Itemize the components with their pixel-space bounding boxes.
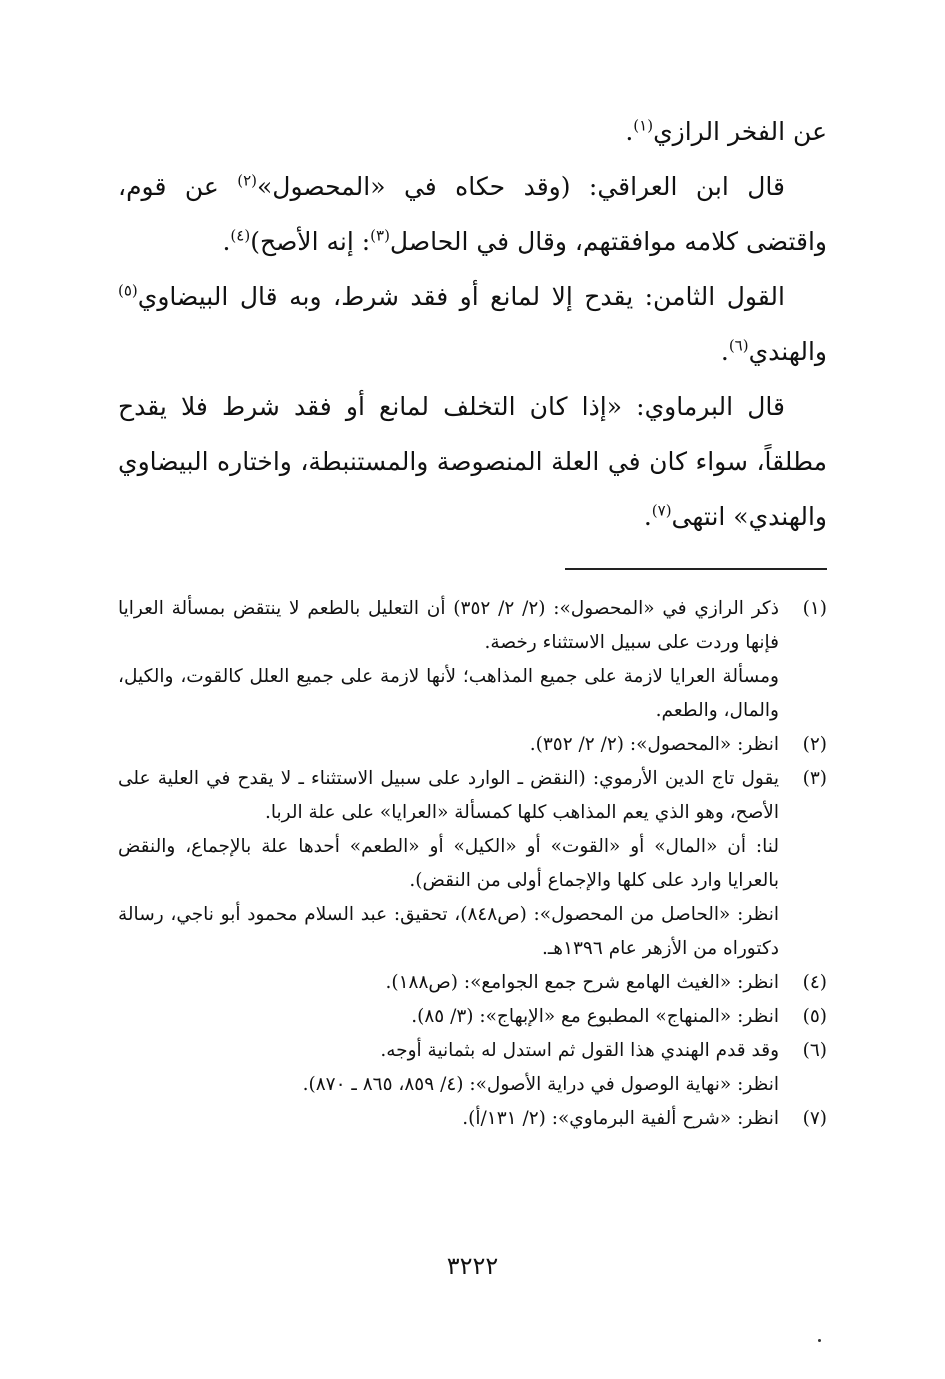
- footnote-text: انظر: «نهاية الوصول في دراية الأصول»: (٤/ ٨٥٩، ٨٦٥ ـ ٨٧٠).: [302, 1074, 779, 1095]
- page-number: ٣٢٢٢: [446, 1252, 499, 1280]
- text-run: .: [720, 337, 729, 366]
- footnote-number: (٣): [802, 768, 827, 789]
- text-run: .: [222, 227, 231, 256]
- footnote-6-reference: [118, 1068, 827, 1102]
- paragraph-1: [118, 104, 827, 159]
- footnote-1: [118, 592, 827, 660]
- footnote-text: انظر: «المحصول»: (٢/ ٢/ ٣٥٢).: [529, 734, 779, 755]
- footnote-text: انظر: «المنهاج» المطبوع مع «الإبهاج»: (٣/ ٨٥).: [411, 1006, 779, 1027]
- footnote-ref-5[interactable]: (٥): [118, 281, 138, 300]
- text-run: : إنه الأصح): [250, 227, 371, 256]
- footnote-ref-7[interactable]: (٧): [651, 501, 672, 520]
- footnote-ref-6[interactable]: (٦): [728, 336, 749, 355]
- footnote-number: (٥): [802, 1006, 827, 1027]
- footnote-number: (١): [802, 598, 827, 619]
- footnote-text: ذكر الرازي في «المحصول»: (٢/ ٢/ ٣٥٢) أن التعليل بالطعم لا ينتقض بمسألة العرايا فإنها وردت على سبيل الاستثناء رخصة.: [118, 598, 779, 653]
- text-run: والهندي: [748, 337, 827, 366]
- footnote-number: (٧): [802, 1108, 827, 1129]
- print-speck: [818, 1339, 821, 1342]
- footnote-number: (٤): [802, 972, 827, 993]
- footnotes: [118, 592, 827, 1136]
- main-text: [118, 104, 827, 544]
- footnote-ref-4[interactable]: (٤): [230, 226, 251, 245]
- footnote-7: [118, 1102, 827, 1136]
- footnote-1-continuation: [118, 660, 827, 728]
- footnote-6: [118, 1034, 827, 1068]
- text-run: قال ابن العراقي: (وقد حكاه في «المحصول»: [257, 172, 785, 201]
- paragraph-3: [118, 269, 827, 379]
- text-run: عن الفخر الرازي: [653, 117, 827, 146]
- footnote-ref-1[interactable]: (١): [633, 116, 654, 135]
- footnote-text: يقول تاج الدين الأرموي: (النقض ـ الوارد على سبيل الاستثناء ـ لا يقدح في العلية على الأصح، وهو الذي يعم المذاهب كلها كمسألة «العرايا» على علة الربا.: [118, 768, 779, 823]
- paragraph-2: [118, 159, 827, 269]
- footnote-ref-2[interactable]: (٢): [237, 171, 258, 190]
- footnote-2: [118, 728, 827, 762]
- footnote-text: وقد قدم الهندي هذا القول ثم استدل له بثمانية أوجه.: [380, 1040, 779, 1061]
- text-run: قال البرماوي: «إذا كان التخلف لمانع أو فقد شرط فلا يقدح مطلقاً، سواء كان في العلة المنصوصة والمستنبطة، واختاره البيضاوي والهندي» انتهى: [118, 392, 827, 531]
- footnote-text: لنا: أن «المال» أو «القوت» أو «الكيل» أو «الطعم» أحدها علة بالإجماع، والنقض بالعرايا وارد على كلها والإجماع أولى من النقض).: [118, 836, 779, 891]
- paragraph-4: [118, 379, 827, 544]
- footnote-3-continuation: [118, 830, 827, 898]
- footnote-number: (٢): [802, 734, 827, 755]
- footnote-separator: [565, 568, 827, 570]
- footnote-text: انظر: «شرح ألفية البرماوي»: (٢/ ١٣١/أ).: [462, 1108, 779, 1129]
- footnote-number: (٦): [802, 1040, 827, 1061]
- text-run: عن قوم، واقتضى كلامه موافقتهم، وقال في الحاصل: [118, 172, 827, 256]
- text-run: .: [625, 117, 634, 146]
- footnote-ref-3[interactable]: (٣): [370, 226, 390, 245]
- footnote-text: انظر: «الغيث الهامع شرح جمع الجوامع»: (ص١٨٨).: [385, 972, 779, 993]
- footnote-5: [118, 1000, 827, 1034]
- text-run: القول الثامن: يقدح إلا لمانع أو فقد شرط، وبه قال البيضاوي: [137, 282, 785, 311]
- footnote-text: ومسألة العرايا لازمة على جميع المذاهب؛ لأنها لازمة على جميع العلل كالقوت، والكيل، والمال، والطعم.: [118, 666, 779, 721]
- footnote-text: انظر: «الحاصل من المحصول»: (ص٨٤٨)، تحقيق: عبد السلام محمود أبو ناجي، رسالة دكتوراه من الأزهر عام ١٣٩٦هـ.: [118, 904, 779, 959]
- text-run: .: [643, 502, 652, 531]
- footnote-3-reference: [118, 898, 827, 966]
- footnote-3: [118, 762, 827, 830]
- footnote-4: [118, 966, 827, 1000]
